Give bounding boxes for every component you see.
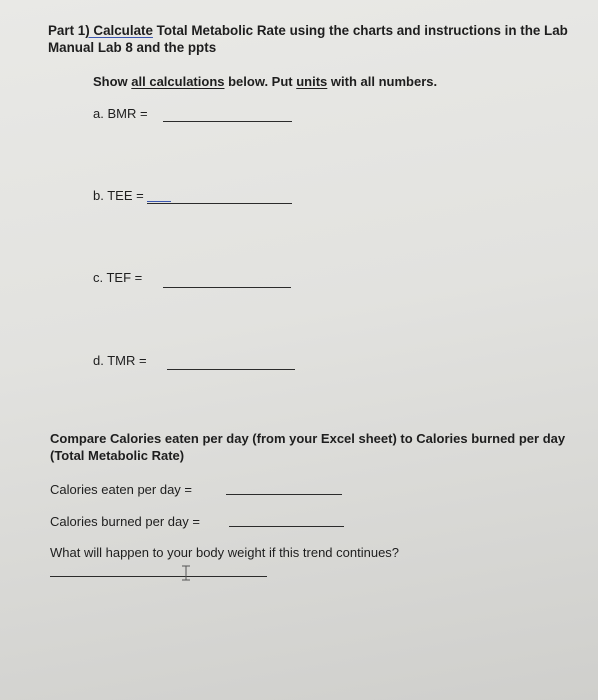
- bmr-answer-line[interactable]: [163, 121, 292, 122]
- tef-answer-line[interactable]: [163, 287, 291, 288]
- tee-cursor-underline: [147, 201, 171, 202]
- calculate-link[interactable]: ) Calculate: [85, 23, 153, 38]
- instructions-units: units: [296, 74, 328, 89]
- tmr-label: d. TMR =: [93, 353, 147, 368]
- bmr-label: a. BMR =: [93, 106, 148, 121]
- text-cursor-icon: [181, 565, 191, 581]
- part-label: Part 1: [48, 23, 86, 38]
- calories-eaten-line[interactable]: [226, 494, 342, 495]
- tmr-answer-line[interactable]: [167, 369, 295, 370]
- part-1-heading: [48, 22, 588, 56]
- instructions: [93, 74, 437, 89]
- instructions-with: with all numbers.: [327, 74, 438, 89]
- instructions-below: below. Put: [224, 74, 297, 89]
- instructions-all-calculations: all calculations: [131, 74, 225, 89]
- tee-label: b. TEE =: [93, 188, 144, 203]
- instructions-show: Show: [93, 74, 132, 89]
- calories-burned-line[interactable]: [229, 526, 344, 527]
- calories-burned-label: Calories burned per day =: [50, 514, 200, 529]
- tee-answer-line[interactable]: [147, 203, 292, 204]
- body-weight-question: What will happen to your body weight if this trend continues?: [50, 545, 400, 560]
- calories-eaten-label: Calories eaten per day =: [50, 482, 193, 497]
- tef-label: c. TEF =: [93, 270, 143, 285]
- compare-heading: Compare Calories eaten per day (from your Excel sheet) to Calories burned per day (Total Metabolic Rate): [50, 431, 566, 463]
- body-weight-answer-line[interactable]: [50, 576, 267, 577]
- part-heading-rest: Total Metabolic Rate using the charts and instructions in the Lab Manual Lab 8 and the ppts: [48, 23, 568, 55]
